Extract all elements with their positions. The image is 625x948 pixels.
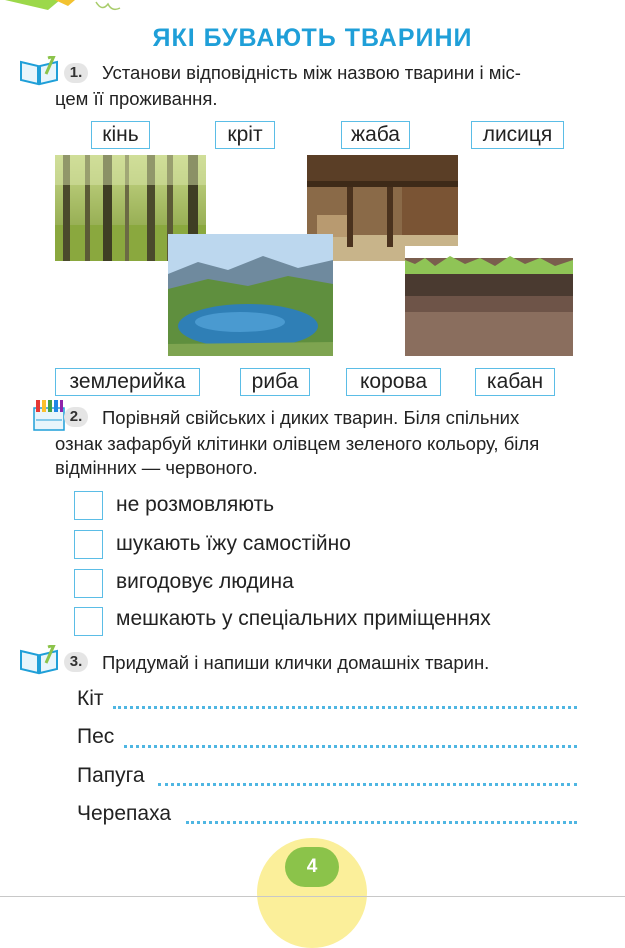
task1-text-line1: Установи відповідність між назвою тварини і міс-: [102, 62, 521, 83]
soil-photo[interactable]: [405, 246, 573, 356]
open-book-icon: [18, 645, 60, 675]
animal-word-box[interactable]: лисиця: [471, 121, 564, 149]
animal-word-box[interactable]: риба: [240, 368, 310, 396]
animal-word-box[interactable]: землерийка: [55, 368, 200, 396]
animal-word-box[interactable]: кріт: [215, 121, 275, 149]
mountain-lake-photo[interactable]: [168, 234, 333, 356]
bottom-divider: [0, 896, 625, 897]
task-number-badge: 1.: [64, 63, 88, 83]
pet-prompt-label: Черепаха: [77, 802, 172, 825]
task-number-badge: 2.: [64, 407, 88, 427]
open-book-icon: [18, 56, 60, 86]
task2-text-line3: відмінних — червоного.: [55, 457, 258, 478]
page-number: 4: [285, 847, 339, 887]
pencil-decoration: [0, 0, 130, 22]
task1-text-line2: цем її проживання.: [55, 88, 218, 109]
answer-line[interactable]: [158, 783, 577, 786]
animal-word-box[interactable]: кінь: [91, 121, 150, 149]
option-label: мешкають у спеціальних приміщеннях: [116, 607, 491, 630]
pet-prompt-label: Кіт: [77, 687, 104, 710]
task2-text-line1: Порівняй свійських і диких тварин. Біля спільних: [102, 407, 520, 428]
option-label: вигодовує людина: [116, 570, 294, 593]
checkbox[interactable]: [74, 569, 103, 598]
answer-line[interactable]: [113, 706, 577, 709]
answer-line[interactable]: [124, 745, 577, 748]
option-label: не розмовляють: [116, 493, 275, 516]
answer-line[interactable]: [186, 821, 577, 824]
option-label: шукають їжу самостійно: [116, 532, 351, 555]
checkbox[interactable]: [74, 530, 103, 559]
checkbox[interactable]: [74, 491, 103, 520]
task-number-badge: 3.: [64, 652, 88, 672]
page-title: ЯКІ БУВАЮТЬ ТВАРИНИ: [152, 24, 473, 52]
pencils-icon: [32, 398, 66, 432]
animal-word-box[interactable]: корова: [346, 368, 441, 396]
animal-word-box[interactable]: кабан: [475, 368, 555, 396]
task3-text: Придумай і напиши клички домашніх тварин.: [102, 652, 490, 673]
checkbox[interactable]: [74, 607, 103, 636]
pet-prompt-label: Папуга: [77, 764, 145, 787]
animal-word-box[interactable]: жаба: [341, 121, 410, 149]
pet-prompt-label: Пес: [77, 725, 115, 748]
task2-text-line2: ознак зафарбуй клітинки олівцем зеленого кольору, біля: [55, 433, 540, 454]
